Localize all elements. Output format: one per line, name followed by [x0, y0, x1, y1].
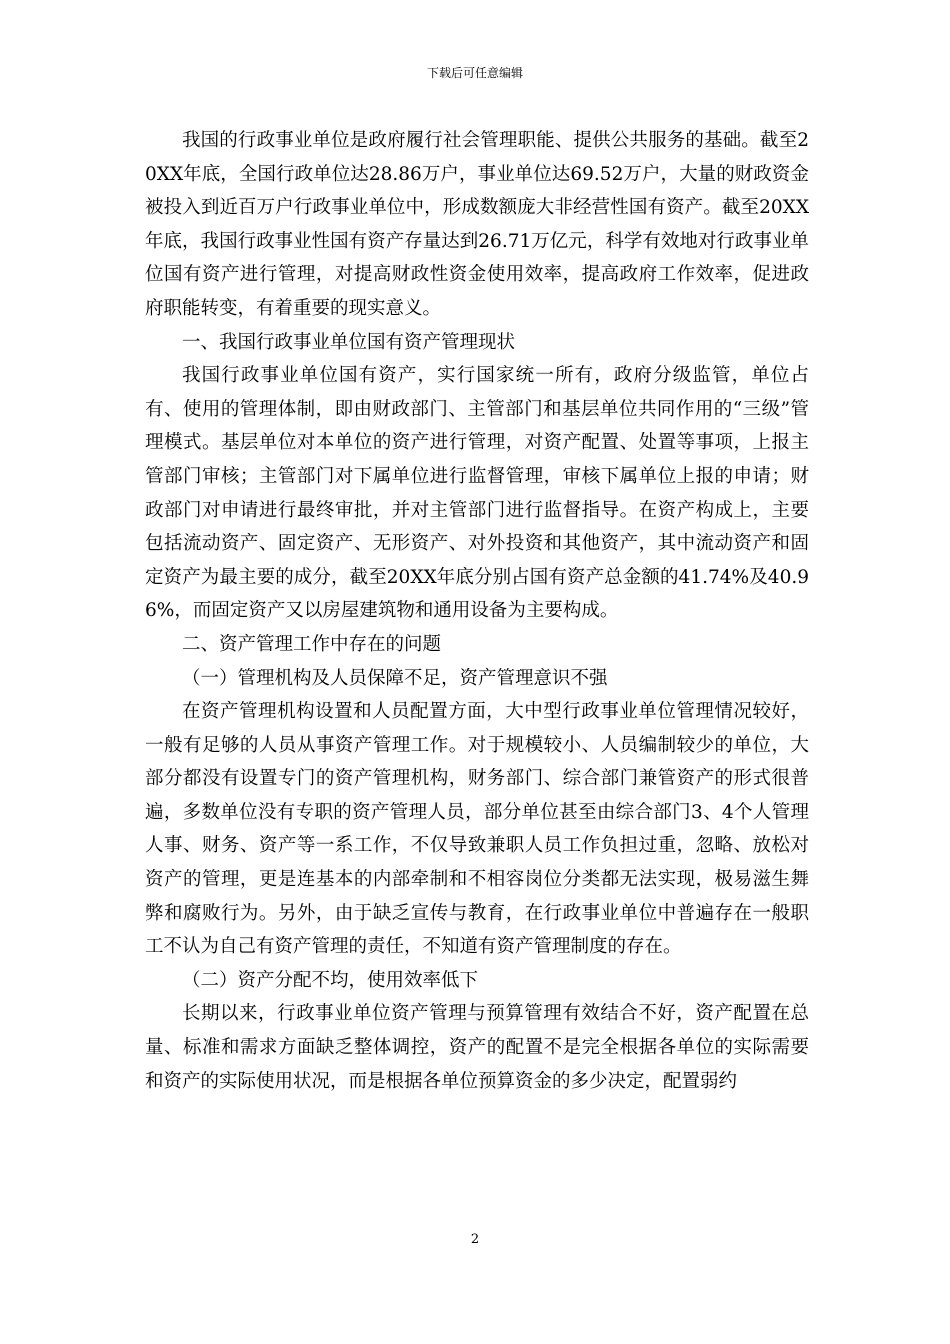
- section-heading-2: 二、资产管理工作中存在的问题: [182, 633, 442, 655]
- page-header: 下载后可任意编辑: [426, 66, 523, 80]
- paragraph-status: 我国行政事业单位国有资产，实行国家统一所有，政府分级监管，单位占有、使用的管理体制，即由财政部门、主管部门和基层单位共同作用的“三级”管理模式。基层单位对本单位的资产进行管理，对资产配置、处置等事项，上报主管部门审核；主管部门对下属单位进行监督管理，审核下属单位上报的申请；财政部门对申请进行最终审批，并对主管部门进行监督指导。在资产构成上，主要包括流动资产、固定资产、无形资产、对外投资和其他资产，其中流动资产和固定资产为最主要的成分，截至20XX年底分别占国有资产总金额的41.74%及40.96%，而固定资产又以房屋建筑物和通用设备为主要构成。: [145, 365, 809, 622]
- paragraph-intro: 我国的行政事业单位是政府履行社会管理职能、提供公共服务的基础。截至20XX年底，全国行政单位达28.86万户，事业单位达69.52万户，大量的财政资金被投入到近百万户行政事业单位中，形成数额庞大非经营性国有资产。截至20XX年底，我国行政事业性国有资产存量达到26.71万亿元，科学有效地对行政事业单位国有资产进行管理，对提高财政性资金使用效率，提高政府工作效率，促进政府职能转变，有着重要的现实意义。: [145, 130, 809, 319]
- paragraph-allocation: 长期以来，行政事业单位资产管理与预算管理有效结合不好，资产配置在总量、标准和需求方面缺乏整体调控，资产的配置不是完全根据各单位的实际需要和资产的实际使用状况，而是根据各单位预算资金的多少决定，配置弱约: [145, 1003, 809, 1092]
- subsection-heading-1: （一）管理机构及人员保障不足，资产管理意识不强: [182, 667, 608, 689]
- section-heading-1: 一、我国行政事业单位国有资产管理现状: [182, 331, 516, 353]
- document-body: [145, 124, 809, 1098]
- page-number: 2: [470, 1232, 480, 1247]
- paragraph-staffing: 在资产管理机构设置和人员配置方面，大中型行政事业单位管理情况较好，一般有足够的人员从事资产管理工作。对于规模较小、人员编制较少的单位，大部分都没有设置专门的资产管理机构，财务部门、综合部门兼管资产的形式很普遍，多数单位没有专职的资产管理人员，部分单位甚至由综合部门3、4个人管理人事、财务、资产等一系工作，不仅导致兼职人员工作负担过重，忽略、放松对资产的管理，更是连基本的内部牵制和不相容岗位分类都无法实现，极易滋生舞弊和腐败行为。另外，由于缺乏宣传与教育，在行政事业单位中普遍存在一般职工不认为自己有资产管理的责任，不知道有资产管理制度的存在。: [145, 701, 809, 958]
- subsection-heading-2: （二）资产分配不均，使用效率低下: [182, 969, 479, 991]
